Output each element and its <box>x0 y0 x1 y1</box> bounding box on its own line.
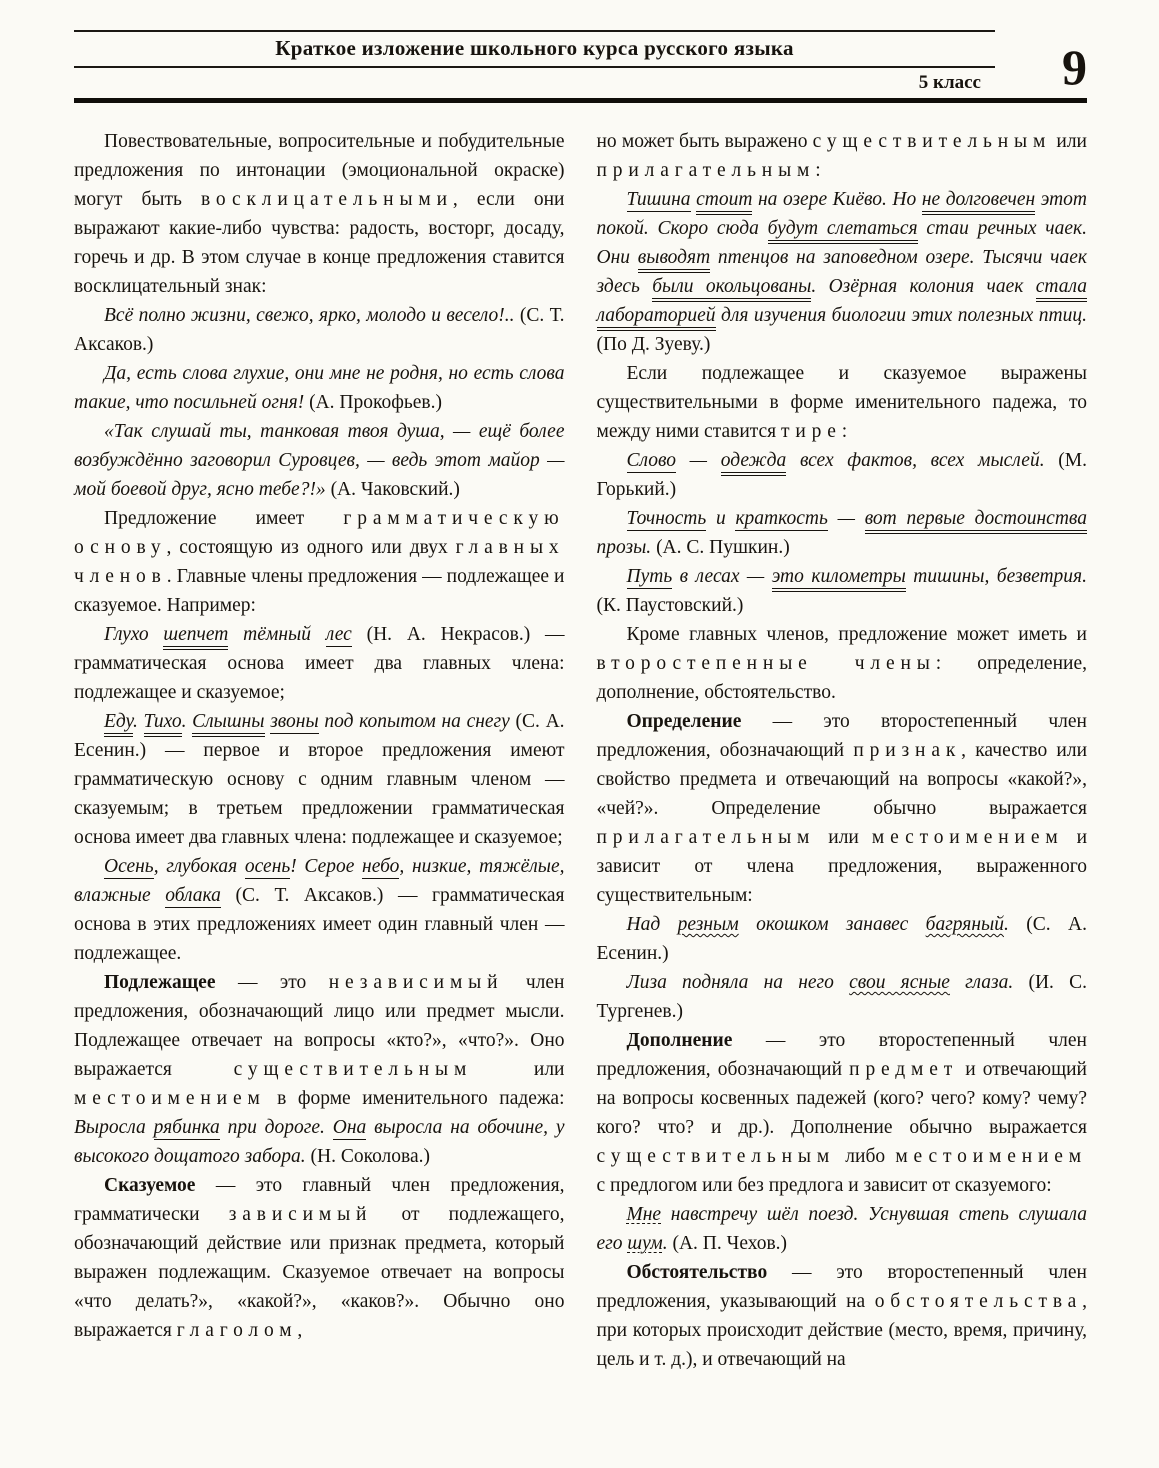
text-segment: ! Серое <box>290 856 363 877</box>
emphasis-spaced: существительным <box>596 1146 836 1167</box>
emphasis-spaced: независимый <box>328 972 504 993</box>
subject-underline: краткость <box>735 508 828 529</box>
attribute-underline: резным <box>677 914 739 935</box>
predicate-underline: были окольцованы <box>652 276 811 302</box>
header-title-block <box>74 30 995 96</box>
emphasis-spaced: существительным <box>812 131 1052 152</box>
paragraph <box>74 852 565 968</box>
text-segment: Повествовательные, вопросительные и побудительные предложения по интонации (эмоциональной окраске) могут быть <box>74 131 565 210</box>
text-segment: Глухо <box>104 624 164 645</box>
attribute-underline: свои ясные <box>849 972 950 993</box>
text-segment: Выросла <box>74 1117 154 1138</box>
emphasis-spaced: обстоятельства <box>874 1291 1083 1312</box>
paragraph <box>597 446 1088 504</box>
text-segment: Предложение имеет <box>104 508 344 529</box>
text-segment: (А. Прокофьев.) <box>304 392 442 413</box>
text-segment: прозы. <box>596 537 652 558</box>
text-segment: , низкие, тяжёлые, влажные <box>74 856 565 906</box>
attribute-underline: багряный <box>925 914 1004 935</box>
object-underline: шум <box>627 1233 663 1254</box>
header-rule-thick <box>74 98 1087 103</box>
text-segment: (С. Т. Аксаков.) — грамматическая основа в этих предложениях имеет один главный член — подлежащее. <box>74 885 565 964</box>
paragraph <box>74 417 565 504</box>
paragraph <box>74 504 565 620</box>
paragraph <box>74 301 565 359</box>
emphasis-spaced: признак <box>853 740 962 761</box>
subject-underline: Она <box>332 1117 367 1138</box>
text-segment: (М. Горький.) <box>596 450 1087 500</box>
text-segment: — это второстепенный член предложения, указывающий на <box>596 1262 1087 1312</box>
subject-underline: Путь <box>626 566 673 587</box>
emphasis-spaced: местоимением <box>871 827 1064 848</box>
text-segment: (По Д. Зуеву.) <box>596 334 711 355</box>
text-segment: (Н. Соколова.) <box>305 1146 431 1167</box>
text-segment: Лиза подняла на него <box>626 972 850 993</box>
predicate-underline: выводят <box>638 247 710 273</box>
text-segment: . Главные члены предложения — подлежащее и сказуемое. Например: <box>74 566 565 616</box>
text-columns <box>74 127 1087 1374</box>
text-segment: глаза. <box>949 972 1014 993</box>
text-segment: под копытом на снегу <box>318 711 510 732</box>
text-segment: тёмный <box>228 624 326 645</box>
text-segment: всех фактов, всех мыслей. <box>786 450 1045 471</box>
paragraph <box>597 359 1088 446</box>
text-segment: для изучения биологии этих полезных птиц. <box>715 305 1087 326</box>
emphasis-spaced: грамматическую основу <box>74 508 565 558</box>
text-segment: окошком занавес <box>738 914 926 935</box>
text-segment: (А. С. Пушкин.) <box>651 537 790 558</box>
predicate-underline: это километры <box>772 566 906 592</box>
text-segment: — это второстепенный член предложения, обозначающий <box>596 1030 1087 1080</box>
subject-underline: Точность <box>626 508 707 529</box>
emphasis-spaced: прилагательным <box>596 827 816 848</box>
text-segment: — это второстепенный член предложения, обозначающий <box>596 711 1087 761</box>
predicate-underline: шепчет <box>163 624 228 650</box>
text-segment: тишины, безветрия. <box>905 566 1087 587</box>
text-segment: — <box>675 450 721 471</box>
predicate-underline: не долговечен <box>922 189 1035 215</box>
paragraph <box>597 1026 1088 1200</box>
predicate-underline: стала лабораторией <box>597 276 1087 331</box>
paragraph <box>74 1171 565 1345</box>
text-segment: , состоящую из одного или двух <box>166 537 456 558</box>
text-segment: на озере Киёво. Но <box>752 189 922 210</box>
text-segment: выросла на обочине, у высокого дощатого забора. <box>74 1117 565 1167</box>
paragraph <box>597 707 1088 910</box>
text-segment: с предлогом или без предлога и зависит от сказуемого: <box>596 1175 1052 1196</box>
text-segment: (А. Чаковский.) <box>325 479 460 500</box>
text-segment: птенцов на заповедном озере. Тысячи чаек здесь <box>596 247 1087 297</box>
predicate-underline: будут слетаться <box>768 218 918 244</box>
subject-underline: осень <box>244 856 291 877</box>
text-segment: (К. Паустовский.) <box>596 595 744 616</box>
emphasis-spaced: зависимый <box>228 1204 373 1225</box>
term-bold: Определение <box>626 711 742 732</box>
subject-underline: Тишина <box>626 189 691 210</box>
text-segment: . <box>181 711 193 732</box>
text-segment: . Озёрная колония чаек <box>811 276 1036 297</box>
text-segment: , <box>297 1320 303 1341</box>
emphasis-spaced: существительным <box>233 1059 473 1080</box>
emphasis-spaced: предмет <box>849 1059 959 1080</box>
page-number: 9 <box>1062 39 1087 95</box>
subject-underline: небо <box>362 856 400 877</box>
emphasis-spaced: прилагательным <box>596 160 816 181</box>
paragraph <box>597 1258 1088 1374</box>
paragraph <box>74 707 565 852</box>
text-segment: (С. Т. Аксаков.) <box>74 305 565 355</box>
subject-underline: звоны <box>270 711 319 732</box>
text-segment: или <box>815 827 872 848</box>
subject-underline: Осень <box>104 856 154 877</box>
term-bold: Дополнение <box>626 1030 733 1051</box>
text-segment: (И. С. Тургенев.) <box>596 972 1087 1022</box>
text-segment: и <box>706 508 736 529</box>
paragraph <box>74 359 565 417</box>
paragraph <box>597 1200 1088 1258</box>
text-segment: Всё полно жизни, свежо, ярко, молодо и весело!.. <box>104 305 515 326</box>
text-segment: или <box>472 1059 565 1080</box>
predicate-underline: Тихо <box>144 711 182 737</box>
text-segment: либо <box>835 1146 896 1167</box>
text-segment: Если подлежащее и сказуемое выражены существительными в форме именительного падежа, то между ними ставится <box>596 363 1087 442</box>
text-segment: (А. П. Чехов.) <box>667 1233 788 1254</box>
text-segment: но может быть выражено <box>596 131 813 152</box>
text-segment: : <box>841 421 848 442</box>
page-title: Краткое изложение школьного курса русского языка <box>275 36 794 60</box>
predicate-underline: вот первые достоинства <box>865 508 1087 534</box>
paragraph <box>597 562 1088 620</box>
page-header <box>74 30 1087 103</box>
emphasis-spaced: второстепенные члены <box>596 653 936 674</box>
text-segment: этот покой. Скоро сюда <box>596 189 1087 239</box>
emphasis-spaced: местоимением <box>74 1088 266 1109</box>
text-segment: — <box>827 508 865 529</box>
paragraph <box>74 127 565 301</box>
text-segment: (С. А. Есенин.) <box>596 914 1088 964</box>
text-segment: , качество или свойство предмета и отвечающий на вопросы «какой?», «чей?». Определение обычно выражается <box>596 740 1088 819</box>
text-segment: , при которых происходит действие (место, время, причину, цель и т. д.), и отвечающий на <box>596 1291 1087 1370</box>
text-segment: навстречу шёл поезд. Уснувшая степь слушала его <box>596 1204 1087 1254</box>
emphasis-spaced: восклицательными <box>200 189 453 210</box>
subject-underline: облака <box>165 885 221 906</box>
grade-label: 5 класс <box>918 72 981 93</box>
text-segment: Да, есть слова глухие, они мне не родня, но есть слова такие, что посильней огня! <box>74 363 565 413</box>
text-segment: , глубокая <box>153 856 245 877</box>
text-segment: стаи речных чаек. Они <box>596 218 1087 268</box>
emphasis-spaced: главных членов <box>74 537 565 587</box>
predicate-underline: Слышны <box>192 711 264 737</box>
text-segment: при дороге. <box>219 1117 333 1138</box>
emphasis-spaced: глаголом <box>176 1320 298 1341</box>
text-segment: — это главный член предложения, грамматически <box>74 1175 565 1225</box>
text-segment: . <box>132 711 144 732</box>
text-segment: или <box>1051 131 1087 152</box>
text-segment: в форме именительного падежа: <box>265 1088 565 1109</box>
right-column <box>597 127 1088 1374</box>
paragraph <box>597 127 1088 185</box>
term-bold: Сказуемое <box>104 1175 196 1196</box>
text-segment: , если они выражают какие-либо чувства: радость, восторг, досаду, горечь и др. В этом случае в конце предложения ставится восклицательный знак: <box>74 189 565 297</box>
predicate-underline: Еду <box>104 711 133 737</box>
subject-underline: лес <box>325 624 352 645</box>
text-segment: (С. А. Есенин.) — первое и второе предложения имеют грамматическую основу с одним главным членом — сказуемым; в третьем предложении грамматическая основа имеет два главных члена: подлежащее и сказуемое; <box>74 711 565 848</box>
paragraph <box>597 185 1088 359</box>
object-underline: Мне <box>626 1204 662 1225</box>
paragraph <box>597 910 1088 968</box>
paragraph <box>597 620 1088 707</box>
text-segment: : определение, дополнение, обстоятельство. <box>596 653 1087 703</box>
text-segment: член предложения, обозначающий лицо или предмет мысли. Подлежащее отвечает на вопросы «кто?», «что?». Оно выражается <box>74 972 565 1080</box>
paragraph <box>74 968 565 1171</box>
text-segment: от подлежащего, обозначающий действие или признак предмета, который выражен подлежащим. Сказуемое отвечает на вопросы «что делать?», «какой?», «каков?». Обычно оно выражается <box>74 1204 565 1341</box>
text-segment: . <box>1004 914 1009 935</box>
left-column <box>74 127 565 1374</box>
predicate-underline: одежда <box>721 450 787 476</box>
paragraph <box>74 620 565 707</box>
text-segment: и зависит от члена предложения, выраженного существительным: <box>596 827 1088 906</box>
subject-underline: Слово <box>626 450 676 471</box>
text-segment: в лесах — <box>672 566 772 587</box>
paragraph <box>597 504 1088 562</box>
text-segment: (Н. А. Некрасов.) — грамматическая основа имеет два главных члена: подлежащее и сказуемое; <box>74 624 565 703</box>
emphasis-spaced: местоимением <box>895 1146 1087 1167</box>
emphasis-spaced: тире <box>781 421 842 442</box>
text-segment: . <box>662 1233 668 1254</box>
text-segment: Кроме главных членов, предложение может иметь и <box>626 624 1087 645</box>
term-bold: Подлежащее <box>104 972 216 993</box>
predicate-underline: стоит <box>696 189 752 215</box>
text-segment: «Так слушай ты, танковая твоя душа, — ещё более возбуждённо заговорил Суровцев, — ведь этот майор — мой боевой друг, ясно тебе?!» <box>74 421 565 500</box>
paragraph <box>597 968 1088 1026</box>
term-bold: Обстоятельство <box>626 1262 768 1283</box>
text-segment: : <box>815 160 821 181</box>
subject-underline: рябинка <box>153 1117 220 1138</box>
text-segment: и отвечающий на вопросы косвенных падежей (кого? чего? кому? чему? кого? что? и др.). Дополнение обычно выражается <box>596 1059 1087 1138</box>
text-segment: Над <box>626 914 678 935</box>
text-segment: — это <box>215 972 329 993</box>
